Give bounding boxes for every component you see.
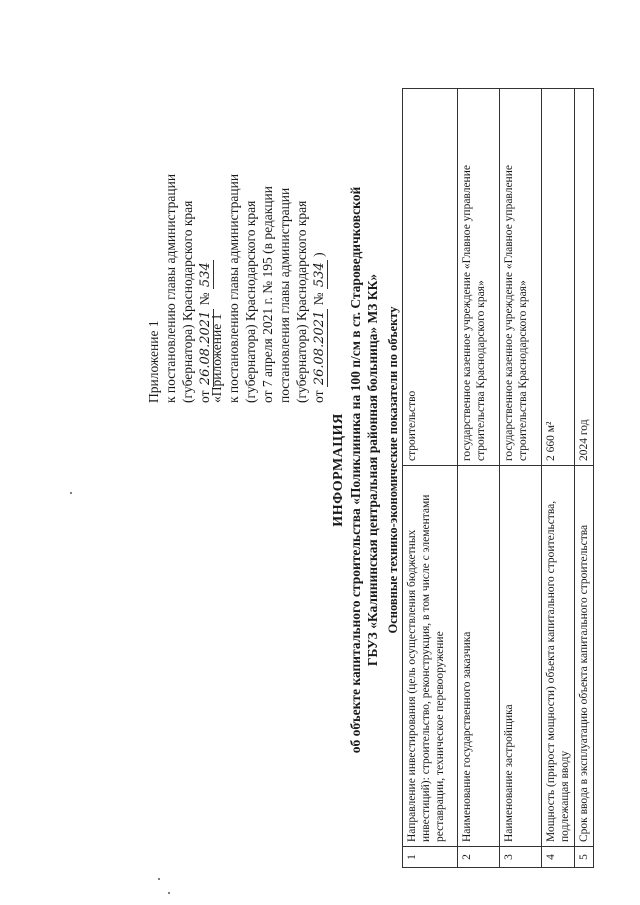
row-value: 2 660 м²: [542, 89, 575, 466]
row-number: 1: [403, 847, 458, 868]
row-number: 2: [458, 847, 500, 868]
handwritten-number: 534: [312, 262, 327, 288]
table-row: [542, 89, 575, 868]
row-label: Направление инвестирования (цель осуществления бюджетных инвестиций): строительство, реконструкция, в том числе с элементами реставрации, техническое перевооружение: [403, 466, 458, 847]
appendix-1-line2: к постановлению главы администрации: [163, 173, 178, 403]
handwritten-date: 26.08.2021: [312, 310, 327, 386]
scan-speck: [168, 892, 170, 894]
handwritten-date: 26.08.2021: [198, 310, 213, 386]
handwritten-number: 534: [198, 262, 213, 288]
number-prefix: №: [311, 292, 326, 306]
document-subtitle-2: ГБУЗ «Калининская центральная районная больница» МЗ КК»: [365, 273, 380, 667]
appendix-2-line5: постановления главы администрации: [277, 187, 292, 403]
row-label: Срок ввода в эксплуатацию объекта капитального строительства: [575, 466, 594, 847]
row-number: 4: [542, 847, 575, 868]
appendix-2-line4: от 7 апреля 2021 г. № 195 (в редакции: [260, 186, 275, 403]
row-value: 2024 год: [575, 89, 594, 466]
date-prefix: от: [197, 390, 212, 403]
table-row: [575, 89, 594, 868]
table-row: [458, 89, 500, 868]
rotated-document: [30, 70, 615, 870]
appendix-2-line3: (губернатора) Краснодарского края: [243, 200, 258, 403]
row-value: государственное казенное учреждение «Главное управление строительства Краснодарского края»: [500, 89, 542, 466]
table-row: [403, 89, 458, 868]
number-prefix: №: [197, 292, 212, 306]
row-value: строительство: [403, 89, 458, 466]
document-title: ИНФОРМАЦИЯ: [331, 413, 346, 527]
indicators-table: [402, 88, 594, 868]
table-row: [500, 89, 542, 868]
row-label: Мощность (прирост мощности) объекта капитального строительства, подлежащая вводу: [542, 466, 575, 847]
appendix-2-block: [208, 174, 328, 403]
row-number: 3: [500, 847, 542, 868]
appendix-1-line1: Приложение 1: [146, 320, 161, 403]
date-prefix: от: [311, 390, 326, 403]
appendix-1-line3: (губернатора) Краснодарского края: [180, 200, 195, 403]
document-subtitle-1: об объекте капитального строительства «Поликлиника на 100 п/см в ст. Староведичковской: [348, 186, 363, 754]
appendix-2-line1: «Приложение 1: [209, 313, 224, 403]
appendix-2-date-line: [310, 174, 328, 403]
row-label: Наименование государственного заказчика: [458, 466, 500, 847]
closing-paren: ): [311, 252, 326, 257]
appendix-2-line6: (губернатора) Краснодарского края: [294, 200, 309, 403]
row-label: Наименование застройщика: [500, 466, 542, 847]
row-number: 5: [575, 847, 594, 868]
appendix-1-block: [145, 174, 214, 403]
scan-speck: [70, 492, 72, 494]
appendix-2-line2: к постановлению главы администрации: [226, 173, 241, 403]
row-value: государственное казенное учреждение «Главное управление строительства Краснодарского края»: [458, 89, 500, 466]
scan-speck: [158, 878, 160, 880]
table-heading: Основные технико-экономические показатели по объекту: [386, 306, 400, 634]
